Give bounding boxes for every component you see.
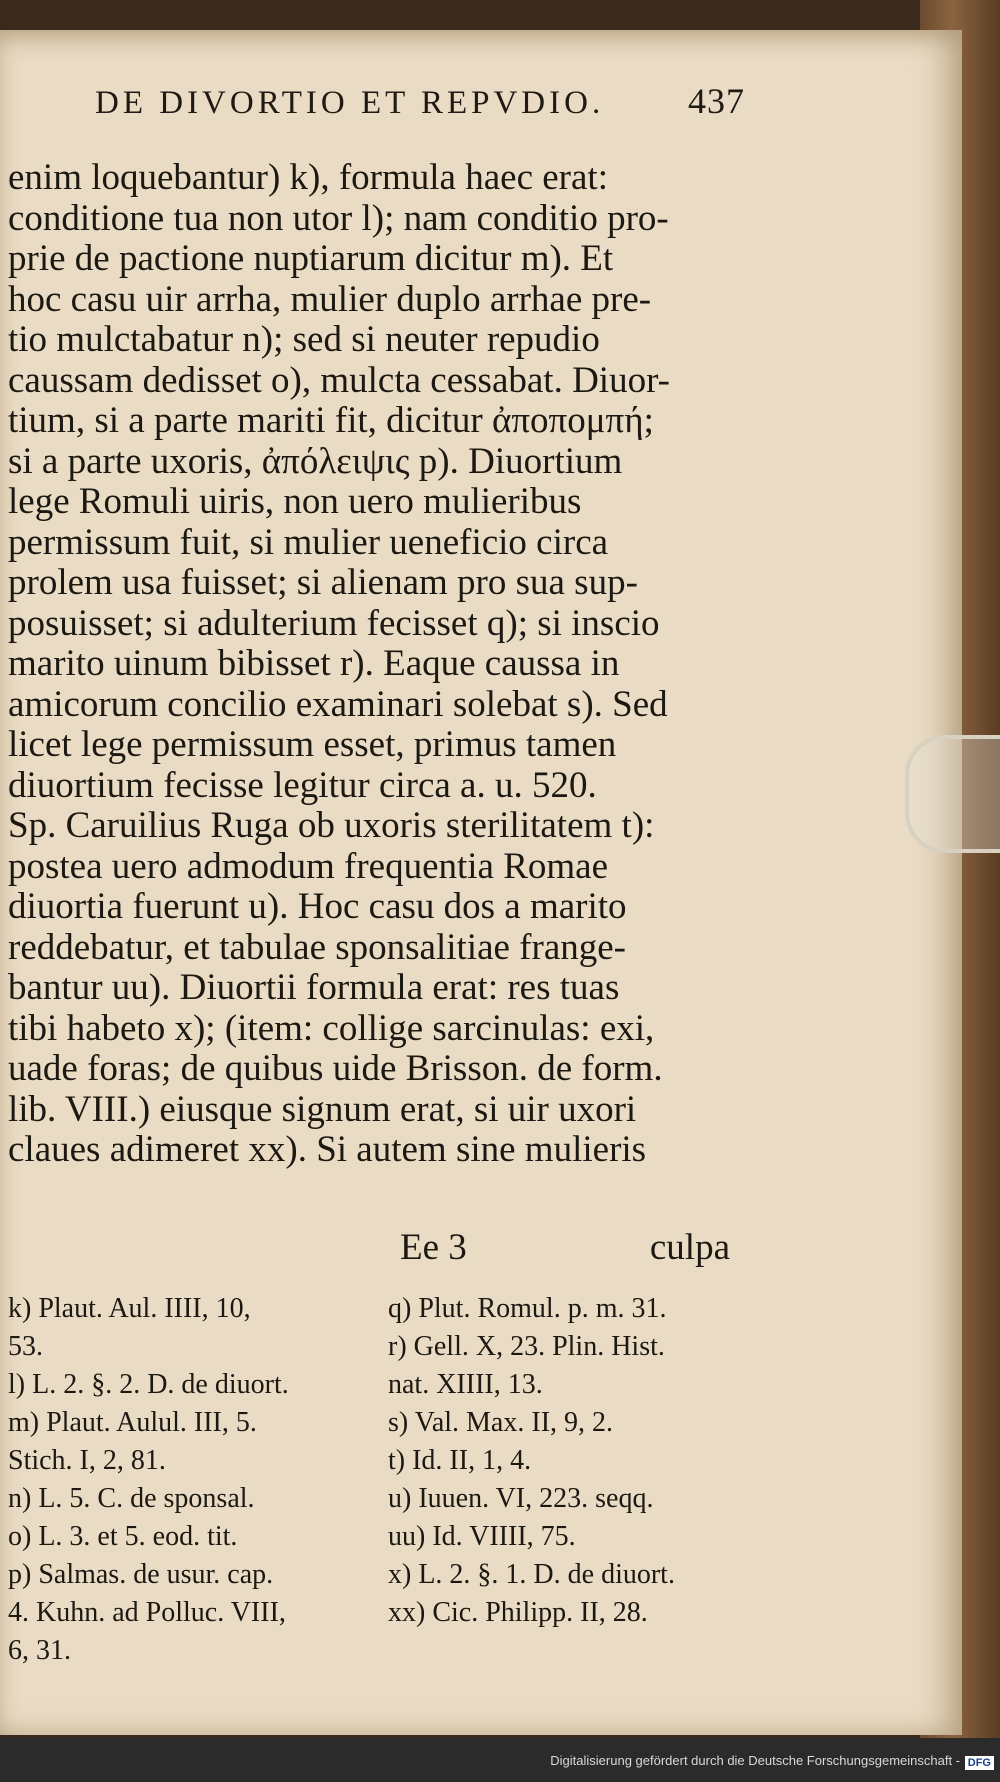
footnote: m) Plaut. Aulul. III, 5.	[8, 1407, 257, 1438]
body-line-text: hoc casu uir arrha, mulier duplo arrhae pre-	[8, 278, 652, 320]
body-line-text: diuortia fuerunt u). Hoc casu dos a marito	[8, 886, 627, 927]
body-line	[8, 766, 733, 807]
body-line-text: amicorum concilio examinari solebat s). Sed	[8, 683, 668, 725]
footnote: xx) Cic. Philipp. II, 28.	[388, 1597, 648, 1628]
body-line	[8, 563, 733, 604]
footnote: t) Id. II, 1, 4.	[388, 1445, 532, 1476]
body-line-text: claues adimeret xx). Si autem sine mulieris	[8, 1129, 647, 1170]
body-line-text: diuortium fecisse legitur circa a. u. 520.	[8, 764, 597, 806]
running-head-title: DE DIVORTIO ET REPVDIO.	[95, 85, 605, 121]
body-line-text: tibi habeto x); (item: collige sarcinulas: exi,	[8, 1007, 655, 1049]
footnote: k) Plaut. Aul. IIII, 10,	[8, 1293, 251, 1324]
body-line	[8, 523, 733, 564]
body-line	[8, 199, 733, 240]
signature-line	[400, 1226, 730, 1269]
body-line-text: licet lege permissum esset, primus tamen	[8, 724, 617, 765]
body-line-text: postea uero admodum frequentia Romae	[8, 845, 609, 887]
signature-mark: Ee 3	[400, 1227, 467, 1268]
body-text	[8, 158, 733, 1171]
footnote: n) L. 5. C. de sponsal.	[8, 1483, 255, 1514]
body-line	[8, 239, 733, 280]
body-line	[8, 806, 733, 847]
body-line	[8, 1090, 733, 1131]
body-line	[8, 604, 733, 645]
footnote: u) Iuuen. VI, 223. seqq.	[388, 1483, 654, 1514]
footnote: p) Salmas. de usur. cap.	[8, 1559, 274, 1590]
body-line-text: tio mulctabatur n); sed si neuter repudio	[8, 319, 600, 360]
body-line	[8, 847, 733, 888]
body-line-text: tium, si a parte mariti fit, dicitur ἀποπομπή;	[8, 400, 654, 441]
body-line-text: enim loquebantur) k), formula haec erat:	[8, 157, 608, 198]
body-line	[8, 320, 733, 361]
dfg-logo: DFG	[965, 1756, 994, 1770]
body-line	[8, 361, 733, 402]
body-line	[8, 442, 733, 483]
footnote: x) L. 2. §. 1. D. de diuort.	[388, 1559, 675, 1590]
body-line-text: bantur uu). Diuortii formula erat: res tuas	[8, 967, 620, 1008]
body-line	[8, 887, 733, 928]
footnote: 6, 31.	[8, 1635, 71, 1666]
body-line-text: posuisset; si adulterium fecisset q); si inscio	[8, 602, 660, 644]
body-line	[8, 644, 733, 685]
running-header	[95, 80, 745, 122]
footnote: uu) Id. VIIII, 75.	[388, 1521, 576, 1552]
footnote: r) Gell. X, 23. Plin. Hist.	[388, 1331, 665, 1362]
bookmark-tab	[905, 735, 1000, 853]
footnote: l) L. 2. §. 2. D. de diuort.	[8, 1369, 289, 1400]
funding-credit: Digitalisierung gefördert durch die Deutsche Forschungsgemeinschaft -	[550, 1753, 960, 1768]
body-line-text: lege Romuli uiris, non uero mulieribus	[8, 481, 582, 522]
footnotes-left-column	[8, 1290, 358, 1670]
footnote: nat. XIIII, 13.	[388, 1369, 543, 1400]
body-line	[8, 685, 733, 726]
footnote: 53.	[8, 1331, 43, 1362]
body-line	[8, 968, 733, 1009]
footnote: Stich. I, 2, 81.	[8, 1445, 166, 1476]
body-line-text: prie de pactione nuptiarum dicitur m). Et	[8, 238, 614, 279]
body-line	[8, 928, 733, 969]
footnote: o) L. 3. et 5. eod. tit.	[8, 1521, 238, 1552]
body-line-text: prolem usa fuisset; si alienam pro sua sup-	[8, 562, 638, 603]
body-line-text: reddebatur, et tabulae sponsalitiae frange-	[8, 926, 626, 968]
footnotes-right-column	[388, 1290, 738, 1670]
body-line-text: si a parte uxoris, ἀπόλειψις p). Diuortium	[8, 440, 623, 482]
body-line-text: permissum fuit, si mulier ueneficio circa	[8, 521, 609, 563]
body-line-text: lib. VIII.) eiusque signum erat, si uir uxori	[8, 1088, 637, 1130]
body-line	[8, 158, 733, 199]
footnote: 4. Kuhn. ad Polluc. VIII,	[8, 1597, 286, 1628]
body-line-text: conditione tua non utor l); nam conditio pro-	[8, 197, 669, 239]
body-line	[8, 1009, 733, 1050]
body-line	[8, 1130, 733, 1171]
footnote: s) Val. Max. II, 9, 2.	[388, 1407, 614, 1438]
body-line	[8, 280, 733, 321]
body-line-text: Sp. Caruilius Ruga ob uxoris sterilitatem t):	[8, 805, 655, 846]
body-line-text: caussam dedisset o), mulcta cessabat. Diuor-	[8, 359, 670, 401]
body-line	[8, 482, 733, 523]
body-line-text: uade foras; de quibus uide Brisson. de form.	[8, 1048, 663, 1089]
footnote: q) Plut. Romul. p. m. 31.	[388, 1293, 667, 1324]
body-line-text: marito uinum bibisset r). Eaque caussa in	[8, 643, 620, 684]
body-line	[8, 401, 733, 442]
footnotes	[8, 1290, 738, 1670]
body-line	[8, 1049, 733, 1090]
catchword: culpa	[649, 1227, 730, 1268]
page-number: 437	[688, 81, 745, 121]
body-line	[8, 725, 733, 766]
